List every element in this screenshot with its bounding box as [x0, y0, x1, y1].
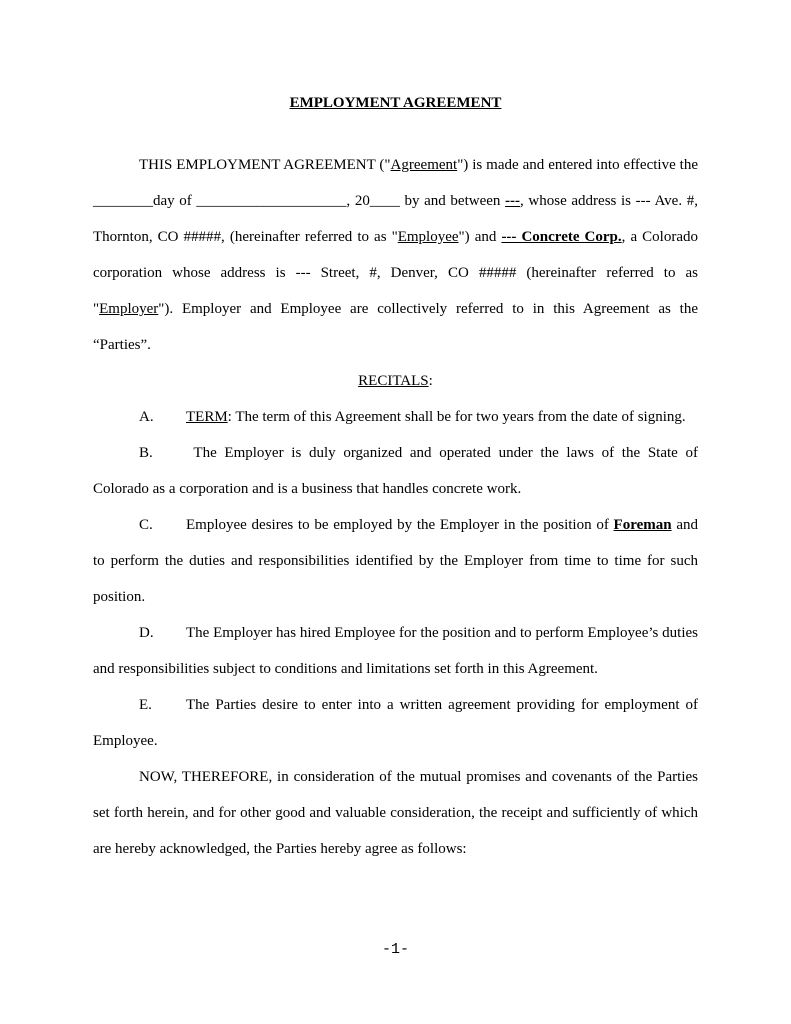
recital-d	[93, 615, 698, 687]
recital-b	[93, 435, 698, 507]
recital-b-text: The Employer is duly organized and operated under the laws of the State of Colorado as a corporation and is a business that handles concrete work.	[93, 445, 698, 497]
recital-a-term-label: TERM	[186, 409, 228, 425]
recital-a-body	[186, 399, 698, 435]
recital-c-position: Foreman	[613, 517, 672, 533]
recital-c-letter: C.	[139, 517, 153, 533]
employee-name: ---	[505, 193, 521, 209]
intro-text-2: ") is made and entered into effective the ________day of ____________________, 20____ by and between	[93, 157, 698, 209]
intro-text-3: , whose address is --- Ave. #, Thornton, CO #####, (hereinafter referred to as "	[93, 193, 698, 245]
document-body	[93, 147, 698, 867]
employer-term: Employer	[99, 301, 159, 317]
intro-paragraph	[93, 147, 698, 363]
intro-text-6: "). Employer and Employee are collectively referred to in this Agreement as the “Parties”.	[93, 301, 698, 353]
employer-name: --- Concrete Corp.	[501, 229, 622, 245]
recital-a-letter: A.	[139, 409, 154, 425]
agreement-term: Agreement	[390, 157, 458, 173]
recitals-heading	[93, 363, 698, 399]
recital-d-text: The Employer has hired Employee for the position and to perform Employee’s duties and responsibilities subject to conditions and limitations set forth in this Agreement.	[93, 625, 698, 677]
recital-d-letter: D.	[139, 625, 154, 641]
page-number: -1-	[381, 941, 409, 958]
intro-text-4: ") and	[458, 229, 502, 245]
recital-c-text-2: and to perform the duties and responsibilities identified by the Employer from time to time for such position.	[93, 517, 698, 605]
recital-e-text: The Parties desire to enter into a written agreement providing for employment of Employee.	[93, 697, 698, 749]
closing-paragraph: NOW, THEREFORE, in consideration of the mutual promises and covenants of the Parties set forth herein, and for other good and valuable consideration, the receipt and sufficiently of which are hereby acknowledged, the Parties hereby agree as follows:	[93, 769, 698, 857]
recital-a-text: : The term of this Agreement shall be for two years from the date of signing.	[227, 409, 686, 425]
recitals-heading-colon: :	[428, 373, 433, 389]
recitals-heading-text: RECITALS	[358, 373, 429, 389]
intro-text-1: THIS EMPLOYMENT AGREEMENT ("	[139, 157, 391, 173]
recital-b-letter: B.	[139, 445, 153, 461]
recital-c	[93, 507, 698, 615]
intro-text-5: , a Colorado corporation whose address is --- Street, #, Denver, CO ##### (hereinafter referred to as "	[93, 229, 698, 317]
document-title: EMPLOYMENT AGREEMENT	[289, 95, 502, 111]
recital-a	[93, 399, 698, 435]
recital-e	[93, 687, 698, 759]
employee-term: Employee	[397, 229, 459, 245]
recital-e-letter: E.	[139, 697, 152, 713]
recital-c-text-1: Employee desires to be employed by the Employer in the position of	[186, 517, 614, 533]
